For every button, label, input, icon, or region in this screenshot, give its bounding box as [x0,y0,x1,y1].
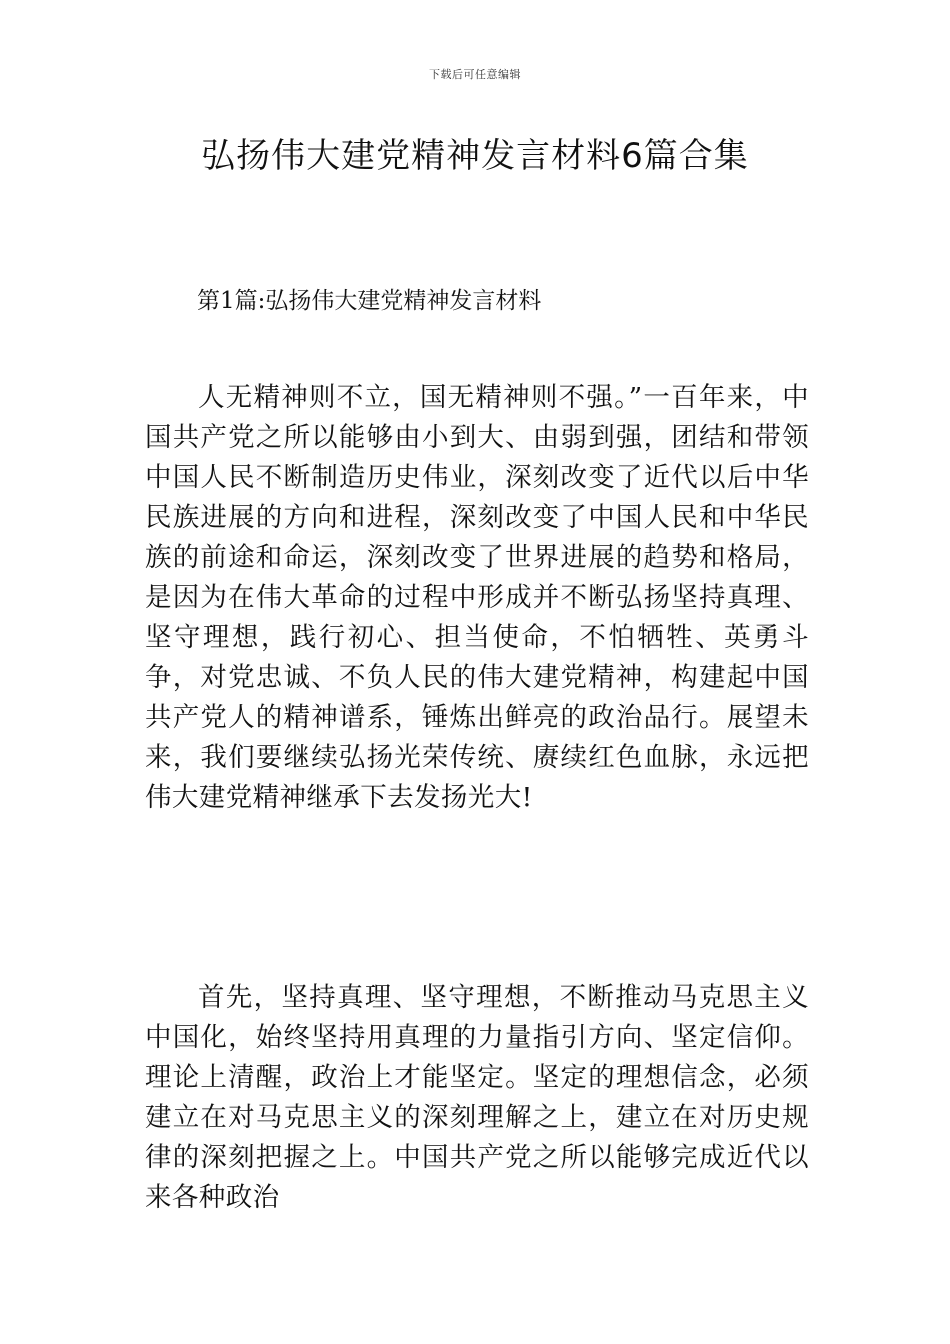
section-heading: 第1篇:弘扬伟大建党精神发言材料 [197,288,542,314]
body-paragraph-2: 首先，坚持真理、坚守理想，不断推动马克思主义中国化，始终坚持用真理的力量指引方向、坚定信仰。理论上清醒，政治上才能坚定。坚定的理想信念，必须建立在对马克思主义的深刻理解之上，建立在对历史规律的深刻把握之上。中国共产党之所以能够完成近代以来各种政治 [145,982,809,1213]
document-title: 弘扬伟大建党精神发言材料6篇合集 [201,136,749,176]
body-paragraph-1: 人无精神则不立，国无精神则不强。”一百年来，中国共产党之所以能够由小到大、由弱到强，团结和带领中国人民不断制造历史伟业，深刻改变了近代以后中华民族进展的方向和进程，深刻改变了中国人民和中华民族的前途和命运，深刻改变了世界进展的趋势和格局，是因为在伟大革命的过程中形成并不断弘扬坚持真理、坚守理想，践行初心、担当使命，不怕牺牲、英勇斗争，对党忠诚、不负人民的伟大建党精神，构建起中国共产党人的精神谱系，锤炼出鲜亮的政治品行。展望未来，我们要继续弘扬光荣传统、赓续红色血脉，永远把伟大建党精神继承下去发扬光大! [145,382,809,813]
header-note: 下载后可任意编辑 [429,68,521,81]
